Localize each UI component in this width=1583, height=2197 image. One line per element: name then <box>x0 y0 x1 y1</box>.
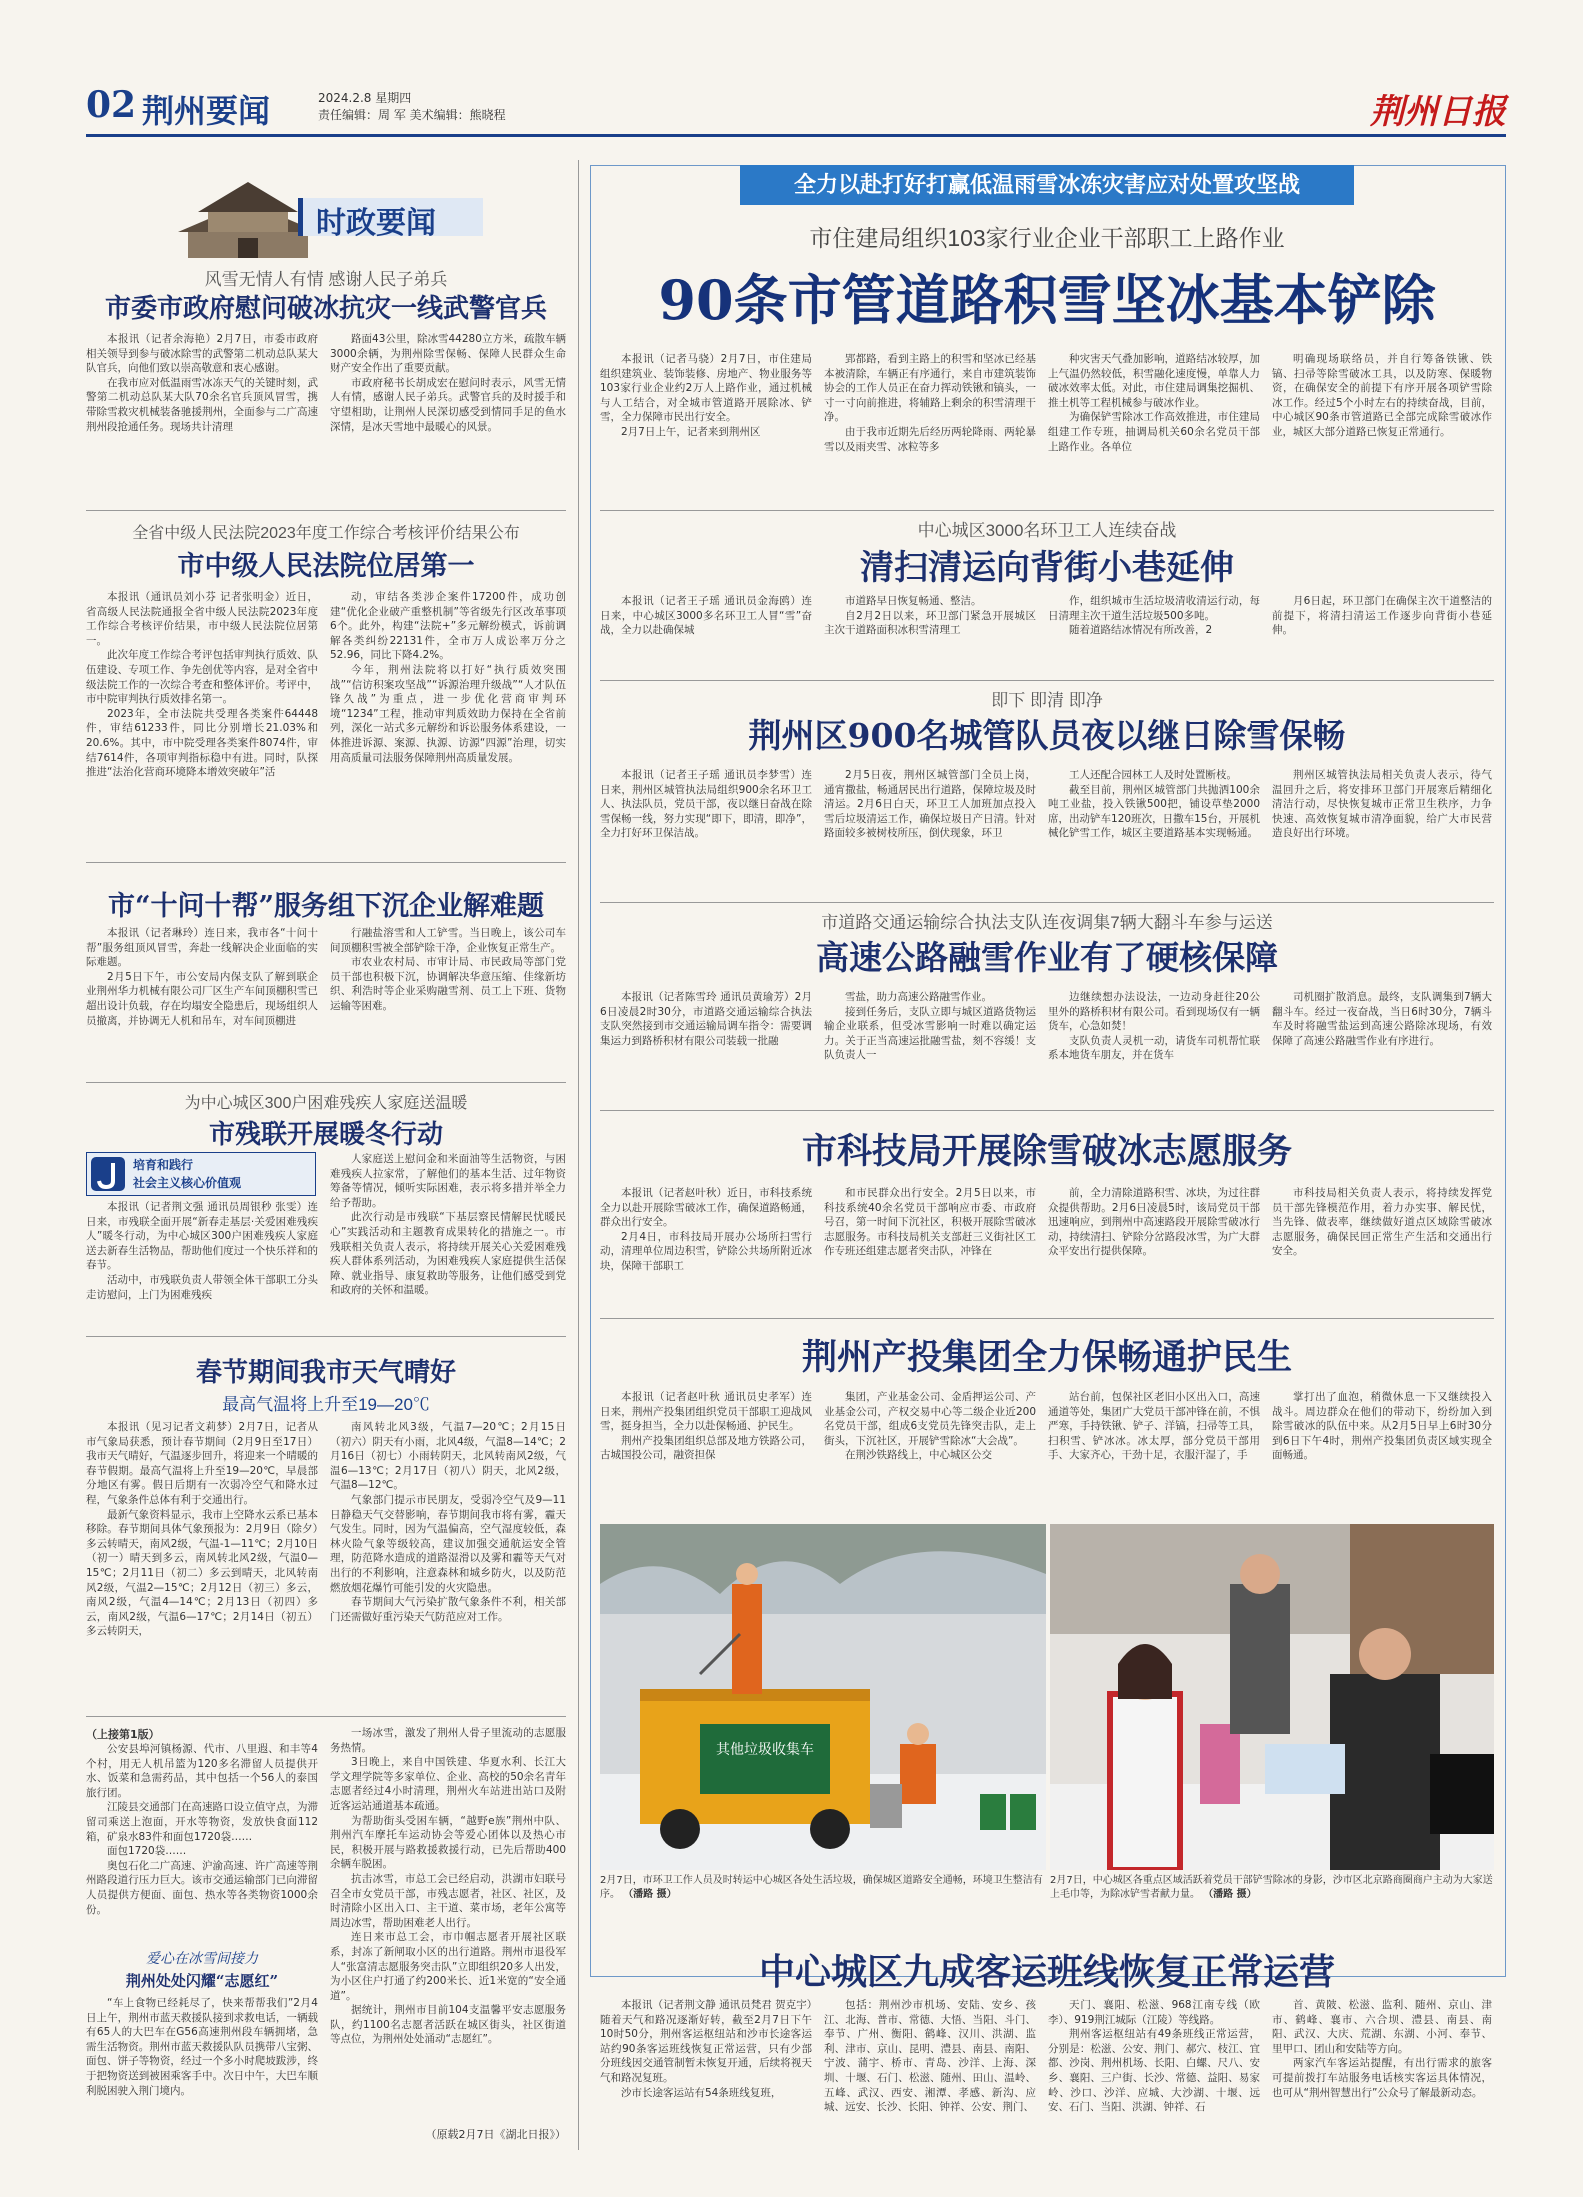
article-headline: 荆州产投集团全力保畅通护民生 <box>801 1337 1292 1378</box>
article-kicker: 风雪无情人有情 感谢人民子弟兵 <box>204 270 448 289</box>
body-text <box>1272 768 1492 841</box>
divider <box>86 1336 566 1337</box>
paragraph: 春节期间大气污染扩散气象条件不利，相关部门还需做好重污染天气防范应对工作。 <box>330 1596 566 1623</box>
article-body <box>86 926 318 1074</box>
paragraph: 今年，荆州法院将以打好“执行质效突围战”“信访积案攻坚战”“诉源治理升级战”“人才队伍锋久战”为重点，进一步优化营商审判环境“1234”工程，推动审判质效助力保持在全省前列，深化一站式多元解纷和诉讼服务体系建设，一体推进诉源、案源、执源、访源“四源”治理，切实用高质量司法服务保障荆州高质量发展。 <box>330 663 566 764</box>
column-divider <box>578 160 579 2150</box>
body-text <box>330 590 566 765</box>
article-body <box>330 1420 566 1702</box>
article-headline: 市“十问十帮”服务组下沉企业解难题 <box>107 891 545 922</box>
article-headline: 春节期间我市天气晴好 <box>195 1358 456 1388</box>
body-text <box>1048 594 1260 638</box>
paragraph: 2月5日夜，荆州区城管部门全员上岗，通宵撒盐，畅通居民出行道路，保障垃圾及时清运。2月6日白天，环卫工人加班加点投入雪后垃圾清运工作，确保垃圾日产日清。针对路面较多被树枝所压，倒伏现象，环卫 <box>824 769 1036 840</box>
photo-caption-left <box>600 1874 1046 1902</box>
paragraph: 此次行动是市残联“下基层察民情解民忧暖民心”实践活动和主题教育成果转化的措施之一。市残联相关负责人表示，将持续开展关心关爱困难残疾人群体系列活动，为困难残疾人家庭提供生活保障、就业指导、康复救助等服务，让他们感受到党和政府的关怀和温暖。 <box>330 1211 566 1297</box>
paragraph: 路面43公里，除冰雪44280立方米，疏散车辆3000余辆，为荆州除雪保畅、保障人民群众生命财产安全作出了重要贡献。 <box>330 333 566 375</box>
paragraph: 和市民群众出行安全。2月5日以来，市科技系统40余名党员干部响应市委、市政府号召，第一时间下沉社区，积极开展除雪破冰志愿服务。市科技局机关支部赶三义街社区工作专班还组建志愿者突击队，冲锋在 <box>824 1187 1036 1258</box>
article-body <box>330 332 566 480</box>
article-headline: 市科技局开展除雪破冰志愿服务 <box>801 1131 1292 1172</box>
paragraph: 自2月2日以来，环卫部门紧急开展城区主次干道路面积冰积雪清理工 <box>824 609 1036 637</box>
paragraph: 本报讯（记者王子瑶 通讯员金海鸥）连日来，中心城区3000多名环卫工人冒“雪”奋战，全力以赴确保城 <box>600 595 812 637</box>
paragraph: 市政府秘书长胡成宏在慰问时表示，风雪无情人有情，感谢人民子弟兵。武警官兵的及时援手和守望相助，让荆州人民深切感受到情同手足的鱼水深情，是冰天雪地中最暖心的风景。 <box>330 376 566 433</box>
article-body <box>600 1186 812 1314</box>
continue-label: （上接第1版） <box>86 1728 160 1741</box>
divider <box>86 1082 566 1083</box>
paragraph: “车上食物已经耗尽了，快来帮帮我们”2月4日上午，荆州市蓝天救援队接到求救电话，一辆载有65人的大巴车在G56高速荆州段车辆拥堵，急需生活物资。荆州市蓝天救援队队员携带八宝粥、面包、饼子等物资，经过一个多小时爬坡跋涉，终于把物资送到被困乘客手中。次日中午，大巴车顺利脱困驶入荆门境内。 <box>86 1997 318 2097</box>
body-text <box>86 1420 318 1639</box>
paragraph: 市农业农村局、市审计局、市民政局等部门党员干部也积极下沉，协调解决华意压缩、佳缘新坊织、利浩时等企业采购融雪剂、员工上下班、货物运输等困难。 <box>330 956 566 1012</box>
paragraph: 雪盐，助力高速公路融雪作业。 <box>845 991 992 1003</box>
badge-line-2: 社会主义核心价值观 <box>133 1176 242 1190</box>
body-text <box>600 1390 812 1463</box>
body-text <box>824 594 1036 638</box>
paragraph: 人家庭送上慰问金和米面油等生活物资，与困难残疾人拉家常，了解他们的基本生活、过年物资筹备等情况，倾听实际困难，表示将多措并举全力给予帮助。 <box>330 1153 566 1209</box>
article-headline: 90条市管道路积雪坚冰基本铲除 <box>658 268 1436 332</box>
body-text <box>1272 990 1492 1048</box>
article-body <box>1272 990 1492 1106</box>
article-body <box>824 990 1036 1106</box>
issue-date: 2024.2.8 星期四 <box>318 91 412 105</box>
paragraph: 集团，产业基金公司、金盾押运公司、产业基金公司，产权交易中心等二级企业近200名党员干部，组成6支党员先锋突击队，走上街头，下沉社区，开展铲雪除冰“大会战”。 <box>824 1391 1036 1447</box>
article-headline: 清扫清运向背街小巷延伸 <box>860 548 1234 588</box>
paragraph: 公安县埠河镇杨源、代市、八里遐、和丰等4个村，用无人机吊篮为120多名滞留人员提供开水、饭菜和急需药品，其中包括一个56人的泰国旅行团。 <box>86 1743 318 1799</box>
header-rule <box>86 134 1506 137</box>
paragraph: 明确现场联络员，并自行筹备铁锹、铁镐、扫帚等除雪破冰工具，以及防寒、保暖物资，在确保安全的前提下有序开展各项铲雪除冰工作。经过5个小时左右的持续奋战，目前，中心城区90条市管道路已全部完成除雪破冰作业，城区大部分道路已恢复正常通行。 <box>1272 353 1492 438</box>
article-body <box>1272 768 1492 898</box>
article-body <box>86 332 318 480</box>
article-body <box>86 1420 318 1702</box>
article-body <box>1048 352 1260 502</box>
divider <box>600 1110 1494 1111</box>
body-text <box>86 926 318 1028</box>
paragraph: 郢都路，看到主路上的积雪和坚冰已经基本被清除，车辆正有序通行，来自市建筑装饰协会的工作人员正在奋力挥动铁锹和镐头，一寸一寸向前推进，将辅路上剩余的积雪清理干净。 <box>824 353 1036 424</box>
article-body <box>86 1742 318 1942</box>
body-text <box>86 590 318 780</box>
paragraph: 司机圈扩散消息。最终，支队调集到7辆大翻斗车。经过一夜奋战，当日6时30分，7辆斗车及时将融雪盐运到高速公路除冰现场，有效保障了高速公路融雪作业有序进行。 <box>1272 991 1492 1047</box>
photo-credit: （潘路 摄） <box>623 1889 677 1900</box>
paragraph: 工人还配合园林工人及时处置断枝。 <box>1069 769 1237 781</box>
article-body <box>824 1390 1036 1518</box>
editor-credit: 责任编辑：周 军 美术编辑：熊晓程 <box>318 108 506 122</box>
article-body <box>86 1996 318 2134</box>
divider <box>86 862 566 863</box>
badge-line-1: 培育和践行 <box>133 1158 194 1172</box>
paragraph: 本报讯（记者赵叶秋 通讯员史孝军）连日来，荆州产投集团组织党员干部职工迎战风雪，挺身担当，全力以赴保畅通、护民生。 <box>600 1391 812 1433</box>
paragraph: 首、黄陂、松滋、监利、随州、京山、津市、鹤峰、襄市、六合坝、澧县、南县、南阳、武汉、大庆、荒湖、东湖、小河、奉节、里甲口、团山和安陆等方向。 <box>1272 1999 1492 2055</box>
body-text <box>1272 1186 1492 1259</box>
body-text <box>1272 352 1492 440</box>
volunteers-scene <box>1050 1524 1494 1870</box>
article-body <box>824 1998 1036 2146</box>
paragraph: 南风转北风3级，气温7—20℃；2月15日（初六）阴天有小雨，北风4级，气温8—14℃；2月16日（初七）小雨转阴天，北风转南风2级，气温6—13℃；2月17日（初八）阴天，北风2级，气温8—12℃。 <box>330 1421 566 1492</box>
paragraph: 此次年度工作综合考评包括审判执行质效、队伍建设、专项工作、争先创优等内容，是对全省中级法院工作的一次综合考查和整体评价。考评中，市中院审判执行质效排名第一。 <box>86 649 318 706</box>
paragraph: 本报讯（记者赵叶秋）近日，市科技系统全力以赴开展除雪破冰工作，确保道路畅通，群众出行安全。 <box>600 1187 812 1229</box>
body-text <box>600 1186 812 1274</box>
paragraph: 掌打出了血泡，稍微休息一下又继续投入战斗。周边群众在他们的带动下，纷纷加入到除雪破冰的队伍中来。从2月5日早上6时30分到6日下午4时，荆州产投集团负责区域实现全面畅通。 <box>1272 1391 1492 1462</box>
truck-sign-text: 其他垃圾收集车 <box>716 1742 814 1758</box>
divider <box>600 1318 1494 1319</box>
article-kicker: 中心城区3000名环卫工人连续奋战 <box>917 521 1177 540</box>
body-text <box>824 768 1036 841</box>
column-badge <box>178 168 478 268</box>
badge-label: 时政要闻 <box>316 206 436 241</box>
article-body <box>824 768 1036 898</box>
paragraph: 2月5日下午，市公安局内保支队了解到联企业荆州华力机械有限公司厂区生产车间顶棚积雪已超出设计负载，存在均塌安全隐患后，现场组织人员撤离，并协调无人机和吊车，对车间顶棚进 <box>86 970 318 1027</box>
body-text <box>1272 1998 1492 2100</box>
divider <box>600 680 1494 681</box>
article-body <box>600 990 812 1106</box>
article-body <box>824 1186 1036 1314</box>
body-text <box>330 332 566 434</box>
paragraph: 活动中，市残联负责人带领全体干部职工分头走访慰问，上门为困难残疾 <box>86 1273 318 1301</box>
article-body <box>330 1152 566 1318</box>
paragraph: 本报讯（记者马骁）2月7日，市住建局组织建筑业、装饰装修、房地产、物业服务等103家行业企业约2万人上路作业，通过机械与人工结合，对全城市管道路开展除冰、铲雪，全力保障市民出行安全。 <box>600 353 812 424</box>
body-text <box>600 1998 812 2100</box>
article-headline: 市委市政府慰问破冰抗灾一线武警官兵 <box>104 294 547 324</box>
paragraph: 动，审结各类涉企案件17200件，成功创建“优化企业破产重整机制”等省级先行区改革事项6个。此外，构建“法院+”多元解纷模式，诉前调解各类纠纷22131件，全市万人成讼率万分之52.96，同比下降4.2%。 <box>330 591 566 662</box>
paragraph: 市道路早日恢复畅通、整洁。 <box>845 595 982 607</box>
sub-headline: 荆州处处闪耀“志愿红” <box>125 1972 279 1990</box>
body-text <box>330 1420 566 1624</box>
source-note: （原载2月7日《湖北日报》） <box>425 2128 566 2141</box>
article-kicker: 市道路交通运输综合执法支队连夜调集7辆大翻斗车参与运送 <box>821 913 1273 932</box>
paragraph: 本报讯（见习记者文莉梦）2月7日，记者从市气象局获悉，预计春节期间（2月9日至17日）我市天气晴好，气温逐步回升，将迎来一个晴暖的春节假期。最高气温将上升至19—20℃，早晨部分地区有雾。假日后期有一次弱冷空气和降水过程，气象条件总体有利于交通出行。 <box>86 1421 318 1506</box>
paragraph: 随着道路结冰情况有所改善，2 <box>1069 624 1213 637</box>
paragraph: 两家汽车客运站提醒，有出行需求的旅客可提前拨打车站服务电话核实客运具体情况，也可从“荆州智慧出行”公众号了解最新动态。 <box>1272 2057 1492 2099</box>
sub-kicker: 爱心在冰雪间接力 <box>146 1951 258 1967</box>
body-text <box>1048 768 1260 841</box>
photo-volunteers <box>1050 1524 1494 1870</box>
body-text <box>1272 1390 1492 1463</box>
paragraph: 市科技局相关负责人表示，将持续发挥党员干部先锋模范作用，着力办实事、解民忧，当先锋、做表率，继续做好道点区域除雪破冰志愿服务，确保民回正常生产生活和交通出行安全。 <box>1272 1187 1492 1258</box>
body-text <box>600 352 812 440</box>
page-number: 02 <box>86 84 137 126</box>
caption-text: 2月7日，市环卫工作人员及时转运中心城区各处生活垃圾，确保城区道路安全通畅，环境卫生整洁有序。 <box>600 1875 1043 1900</box>
article-body <box>1048 594 1260 674</box>
article-body <box>330 1726 566 2122</box>
paragraph: 本报讯（记者荆文强 通讯员周银秒 张雯）连日来，市残联全面开展“新春走基层·关爱困难残疾人”暖冬行动，为中心城区300户困难残疾人家庭送去新春生活物品，帮助他们度过一个快乐祥和的春节。 <box>86 1201 318 1272</box>
paragraph: 本报讯（记者荆文静 通讯员梵君 贺克宇）随着天气和路况逐渐好转，截至2月7日下午10时50分，荆州客运枢纽站和沙市长途客运站约90条客运班线恢复正常运营，只有少部分班线因交通管制暂未恢复开通，后续将视天气和路况复班。 <box>600 1999 812 2084</box>
body-text <box>600 594 812 638</box>
paragraph: 2023年，全市法院共受理各类案件64448件，审结61233件，同比分别增长21.03%和20.6%。其中，市中院受理各类案件8074件，审结7614件，各项审判指标稳中有进。同时，队探推进“法治化营商环境降本增效突破年”活 <box>86 707 318 779</box>
article-body <box>1048 990 1260 1106</box>
article-body <box>600 768 812 898</box>
paragraph: 据统计，荆州市目前104支温馨平安志愿服务队，约1100名志愿者活跃在城区街头，社区街道等点位，为荆州处处涌动“志愿红”。 <box>330 2004 566 2046</box>
divider <box>600 510 1494 511</box>
paragraph: 为帮助街头受困车辆，“越野e族”荆州中队、荆州汽车摩托车运动协会等爱心团体以及热心市民，积极开展与路救援救援行动，已先后帮助400余辆车脱困。 <box>330 1814 566 1871</box>
paragraph: 连日来市总工会，市巾帼志愿者开展社区联系，封冻了新闸取小区的出行道路。荆州市退役军人“张富清志愿服务突击队”立即组织20多人出发，为小区住户打通了约200米长、近1米宽的“安全通道”。 <box>330 1931 566 2002</box>
garbage-truck-scene <box>600 1524 1046 1870</box>
article-body <box>1272 1390 1492 1518</box>
body-text <box>824 1390 1036 1463</box>
article-body <box>824 594 1036 674</box>
paragraph: 面包1720袋…… <box>107 1845 187 1858</box>
photo-credit: （潘路 摄） <box>1203 1889 1257 1900</box>
divider <box>86 510 566 511</box>
article-kicker: 即下 即清 即净 <box>991 691 1103 710</box>
paragraph: 本报讯（通讯员刘小芬 记者张明金）近日，省高级人民法院通报全省中级人民法院2023年度工作综合考核评价结果，市中级人民法院位居第一。 <box>86 591 318 647</box>
article-headline: 高速公路融雪作业有了硬核保障 <box>816 938 1278 977</box>
body-text <box>330 1726 566 2047</box>
paragraph: 一场冰雪，激发了荆州人骨子里流动的志愿服务热情。 <box>330 1727 566 1754</box>
paragraph: 天门、襄阳、松滋、968江南专线（欧李）、919荆江城际（江陵）等线路。 <box>1048 1999 1260 2026</box>
article-body <box>86 590 318 852</box>
article-kicker: 市住建局组织103家行业企业干部职工上路作业 <box>809 225 1285 251</box>
paragraph: 作，组织城市生活垃圾清收清运行动，每日清理主次干道生活垃圾500多吨。 <box>1048 595 1260 622</box>
paragraph: 江陵县交通部门在高速路口设立值守点，为滞留司乘送上泡面，开水等物资，发放快食面112箱，矿泉水83件和面包1720袋…… <box>86 1801 318 1843</box>
body-text <box>824 1186 1036 1259</box>
article-subhead: 最高气温将上升至19—20℃ <box>222 1395 430 1414</box>
body-text <box>330 1152 566 1298</box>
paragraph: 前，全力清除道路积雪、冰块，为过往群众提供帮助。2月6日凌晨5时，该局党员干部迅速响应，到荆州中高速路段开展除雪破冰行动，持续清扫、铲除分岔路段冰雪，为广大群众平安出行提供保障。 <box>1048 1187 1260 1258</box>
body-text <box>330 926 566 1014</box>
paragraph: 为确保铲雪除冰工作高效推进，市住建局组建工作专班，抽调局机关60余名党员干部上路作业。各单位 <box>1048 411 1260 453</box>
article-headline: 市残联开展暖冬行动 <box>208 1120 443 1150</box>
article-body <box>1272 1998 1492 2146</box>
paragraph: 沙市长途客运站有54条班线复班， <box>621 2086 782 2099</box>
paragraph: 本报讯（记者陈雪玲 通讯员黄瑜芳）2月6日凌晨2时30分，市道路交通运输综合执法支队突然接到市交通运输局调车指令：需要调集运力到路桥积材有限公司装载一批融 <box>600 991 812 1047</box>
paragraph: 在我市应对低温雨雪冰冻天气的关键时刻，武警第二机动总队某大队70余名官兵顶风冒雪，携带除雪救灾机械装备驰援荆州，全面参与二广高速荆州段抢通任务。现场共计清理 <box>86 376 318 433</box>
paragraph: 本报讯（记者余海艳）2月7日，市委市政府相关领导到参与破冰除雪的武警第二机动总队某大队官兵，向他们致以崇高敬意和衷心感谢。 <box>86 333 318 375</box>
paragraph: 奥包石化二广高速、沪渝高速、许广高速等荆州路段道行压力巨大。该市交通运输部门已向滞留人员提供方便面、面包、热水等各类物资1000余份。 <box>86 1859 318 1916</box>
body-text <box>1272 594 1492 638</box>
ancient-tower-icon <box>178 172 318 262</box>
article-headline: 中心城区九成客运班线恢复正常运营 <box>758 1951 1335 1993</box>
paragraph: 行融盐溶雪和人工铲雪。当日晚上，该公司车间顶棚积雪被全部铲除干净，企业恢复正常生产。 <box>330 927 566 954</box>
photo-garbage-truck <box>600 1524 1046 1870</box>
article-body <box>1048 1998 1260 2146</box>
body-text <box>1048 990 1260 1063</box>
body-text <box>86 1200 318 1302</box>
article-body <box>1272 594 1492 674</box>
article-body <box>1272 1186 1492 1314</box>
body-text <box>824 1998 1036 2115</box>
paragraph: 荆州区城管执法局相关负责人表示，待气温回升之后，将安排环卫部门开展寒后精细化清洁行动，尽快恢复城市正常卫生秩序，力争快速、高效恢复城市清净面貌，给广大市民营造良好出行环境。 <box>1272 769 1492 840</box>
article-headline: 市中级人民法院位居第一 <box>177 551 475 582</box>
caption-text: 2月7日，中心城区各重点区域活跃着党员干部铲雪除冰的身影，沙市区北京路商圈商户主动为大家送上毛巾等，为除冰铲雪者献力量。 <box>1050 1875 1493 1900</box>
article-body <box>330 590 566 852</box>
paragraph: 2月4日，市科技局开展办公场所扫雪行动，清理单位周边积雪，铲除公共场所附近冰块，保障干部职工 <box>600 1230 812 1272</box>
paragraph: 站台前，包保社区老旧小区出入口，高速通道等处，集团广大党员干部冲锋在前，不惧严寒，手持铁锹、铲子、洋镐，扫帚等工具，扫积雪、铲冰冰。冰太厚，部分党员干部用手、大家齐心，干劲十足，衣服汗湿了，手 <box>1048 1391 1260 1462</box>
values-badge <box>86 1152 316 1196</box>
article-body <box>600 1998 812 2146</box>
body-text <box>824 352 1036 454</box>
special-report-banner: 全力以赴打好打赢低温雨雪冰冻灾害应对处置攻坚战 <box>740 165 1354 205</box>
paragraph: 支队负责人灵机一动，请货车司机帮忙联系本地货车朋友，并在货车 <box>1048 1034 1260 1062</box>
article-body <box>600 352 812 502</box>
paragraph: 种灾害天气叠加影响，道路结冰较厚，加上气温仍然较低，积雪融化速度慢，单靠人力破冰效率太低。对此，市住建局调集挖掘机、推土机等工程机械参与破冰作业。 <box>1048 353 1260 409</box>
paragraph: 抗击冰雪，市总工会已经启动，洪湖市妇联号召全市女党员干部，市残志愿者，社区、社区，及时清除小区出入口、主干道、菜市场，老年公寓等周边冰雪，帮助困难老人出行。 <box>330 1872 566 1929</box>
article-body <box>1272 352 1492 502</box>
article-body <box>330 926 566 1074</box>
paragraph: 荆州客运枢纽站有49条班线正常运营，分别是：松滋、公安、荆门、郝穴、枝江、宜都、沙岗、荆州机场、长阳、白螺、尺八、安乡、襄阳、三户街、长沙、常德、益阳、易家岭、沙口、沙洋、应城、大沙湖、十堰、远安、石门、当阳、洪湖、钟祥、石 <box>1048 2028 1260 2114</box>
body-text <box>824 990 1036 1063</box>
body-text <box>1048 1998 1260 2115</box>
article-kicker: 为中心城区300户困难残疾人家庭送温暖 <box>184 1095 468 1112</box>
article-body <box>86 1200 318 1318</box>
paragraph: 3日晚上，来自中国铁建、华夏水利、长江大学文理学院等多家单位、企业、高校的50余名青年志愿者经过4小时清理，荆州火车站进出站口及附近客运站通道基本疏通。 <box>330 1756 566 1812</box>
paragraph: 月6日起，环卫部门在确保主次干道整洁的前提下，将清扫清运工作逐步向背街小巷延伸。 <box>1272 595 1492 637</box>
paragraph: 2月7日上午，记者来到荆州区 <box>621 425 761 438</box>
newspaper-logo: 荆州日报 <box>1370 92 1506 132</box>
article-body <box>600 594 812 674</box>
paragraph: 荆州产投集团组织总部及地方铁路公司，古城国投公司，融资担保 <box>600 1434 812 1462</box>
paragraph: 边继续想办法设法，一边动身赶往20公里外的路桥积材有限公司。看到现场仅有一辆货车，心急如焚！ <box>1048 991 1260 1033</box>
body-text <box>86 332 318 434</box>
photo-caption-right <box>1050 1874 1494 1902</box>
article-kicker: 全省中级人民法院2023年度工作综合考核评价结果公布 <box>132 525 520 542</box>
body-text <box>1048 1186 1260 1259</box>
paragraph: 包括：荆州沙市机场、安陆、安乡、孩江、北海、普市、常德、大悟、当阳、斗门、奉节、广州、衡阳、鹤峰、汉川、洪湖、监利、津市、京山、昆明、澧县、南县、南阳、宁波、蒲宇、桥市、青岛、沙洋、上海、深圳、十堰、石门、松滋、随州、田山、温岭、五峰、武汉、西安、湘潭、孝感、新沟、应城、远安、长沙、长阳、钟祥、公安、荆门、 <box>824 1999 1036 2114</box>
article-body <box>1048 1186 1260 1314</box>
paragraph: 本报讯（记者琳玲）连日来，我市各“十问十帮”服务组顶风冒雪，奔赴一线解决企业面临的实际难题。 <box>86 927 318 969</box>
paragraph: 最新气象资料显示，我市上空降水云系已基本移除。春节期间具体气象预报为：2月9日（除夕）多云转晴天，南风2级，气温-1—11℃；2月10日（初一）晴天到多云，南风转北风2级，气温0—15℃；2月11日（初二）多云到晴天，北风转南风2级，气温2—15℃；2月12日（初三）多云，南风2级，气温4—14℃；2月13日（初四）多云，南风2级，气温6—17℃；2月14日（初五）多云转阴天， <box>86 1508 318 1638</box>
divider <box>86 1716 566 1717</box>
paragraph: 在荆沙铁路线上，中心城区公交 <box>845 1449 992 1462</box>
body-text <box>86 1996 318 2098</box>
article-body <box>600 1390 812 1518</box>
header-meta <box>318 90 618 124</box>
divider <box>600 902 1494 903</box>
section-title: 荆州要闻 <box>142 92 271 130</box>
values-logo-icon <box>91 1157 125 1191</box>
paragraph: 本报讯（记者王子瑶 通讯员李梦雪）连日来，荆州区城管执法局组织900余名环卫工人、执法队员，党员干部，夜以继日奋战在除雪保畅一线，努力实现“即下，即清，即净”，全力打好环卫保洁战。 <box>600 769 812 840</box>
paragraph: 由于我市近期先后经历两轮降雨、两轮暴雪以及雨夹雪、冰粒等多 <box>824 425 1036 453</box>
body-text <box>1048 352 1260 454</box>
article-body <box>1048 768 1260 898</box>
body-text <box>600 990 812 1048</box>
paragraph: 截至目前，荆州区城管部门共抛洒100余吨工业盐，投入铁锹500把，铺设草垫2000席，出动铲车120班次，日撒车15台，开展机械化铲雪工作，城区主要道路基本实现畅通。 <box>1048 783 1260 840</box>
article-body <box>1048 1390 1260 1518</box>
paragraph: 接到任务后，支队立即与城区道路货物运输企业联系，但受冰雪影响一时难以确定运力。关于正当高速运批融雪盐，刻不容缓！支队负责人一 <box>824 1005 1036 1062</box>
body-text <box>600 768 812 841</box>
body-text <box>86 1742 318 1917</box>
article-body <box>824 352 1036 502</box>
body-text <box>1048 1390 1260 1463</box>
paragraph: 气象部门提示市民朋友，受弱冷空气及9—11日静稳天气交替影响，春节期间我市将有雾，霾天气发生。同时，因为气温偏高，空气湿度较低，森林火险气象等级较高，建议加强交通航运安全管理，防范降水造成的道路湿滑以及雾和霾等天气对出行的不利影响，注意森林和城乡防火，以及防范燃放烟花爆竹可能引发的火灾隐患。 <box>330 1493 566 1594</box>
article-headline: 荆州区900名城管队员夜以继日除雪保畅 <box>748 716 1346 755</box>
